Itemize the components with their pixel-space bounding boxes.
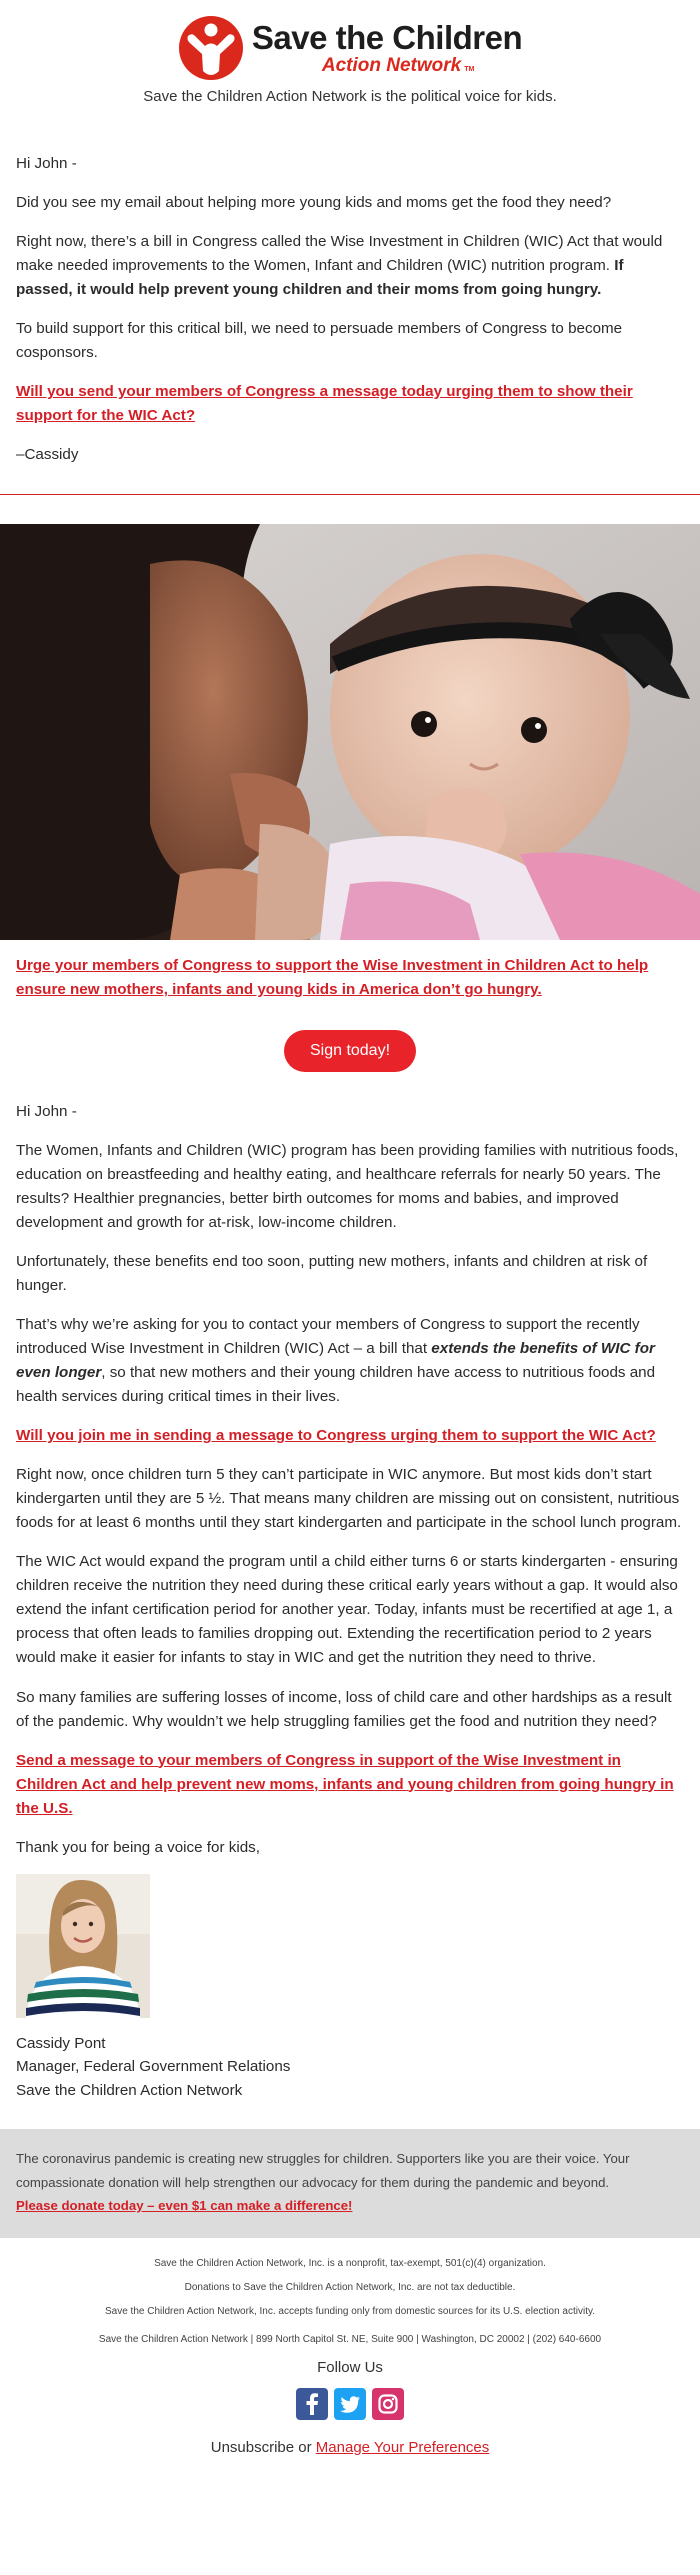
social-links	[0, 2388, 700, 2420]
mother-baby-photo	[0, 524, 700, 940]
hero-photo[interactable]	[0, 524, 700, 940]
body-paragraph-1: The Women, Infants and Children (WIC) program has been providing families with nutritious foods, education on breastfeeding and healthy eating, and healthcare referrals for nearly 50 years. The results? Healthier pregnancies, better birth outcomes for moms and babies, and improved development and growth for at-risk, low-income children.	[16, 1142, 679, 1232]
closing-line: Thank you for being a voice for kids,	[16, 1838, 260, 1856]
header	[0, 0, 700, 108]
signer-title: Manager, Federal Government Relations	[16, 2058, 291, 2076]
footer-disclaimer-2: Donations to Save the Children Action Network, Inc. are not tax deductible.	[184, 2281, 516, 2293]
brand-title: Save the Children	[251, 19, 523, 56]
intro-action-link[interactable]: Will you send your members of Congress a message today urging them to show their support for the WIC Act?	[16, 383, 633, 425]
unsubscribe-text[interactable]: Unsubscribe or	[210, 2438, 316, 2456]
intro-signoff: –Cassidy	[16, 446, 79, 464]
intro-paragraph-3: To build support for this critical bill, we need to persuade members of Congress to become cosponsors.	[16, 320, 623, 362]
sign-today-button[interactable]: Sign today!	[284, 1030, 416, 1072]
instagram-link[interactable]	[372, 2388, 404, 2420]
twitter-icon	[334, 2388, 366, 2420]
body-greeting: Hi John -	[16, 1103, 77, 1121]
footer-disclaimer-3: Save the Children Action Network, Inc. accepts funding only from domestic sources for its U.S. election activity.	[104, 2305, 596, 2317]
body-paragraph-2: Unfortunately, these benefits end too soon, putting new mothers, infants and children at risk of hunger.	[16, 1253, 648, 1295]
donate-box	[0, 2129, 700, 2238]
hero-caption-link[interactable]: Urge your members of Congress to support the Wise Investment in Children Act to help ensure new mothers, infants and young kids in America don’t go hungry.	[16, 957, 649, 999]
brand-tm: TM	[464, 66, 475, 73]
footer	[0, 2238, 700, 2459]
divider	[0, 494, 700, 495]
emphasis-text: extends the benefits of WIC for even longer	[16, 1340, 655, 1382]
intro-paragraph-1: Did you see my email about helping more young kids and moms get the food they need?	[16, 194, 612, 212]
footer-disclaimer-1: Save the Children Action Network, Inc. is a nonprofit, tax-exempt, 501(c)(4) organization.	[154, 2257, 546, 2269]
portrait-image	[16, 1874, 150, 2018]
signer-org: Save the Children Action Network	[16, 2081, 243, 2099]
instagram-icon	[372, 2388, 404, 2420]
body-paragraph-6: So many families are suffering losses of income, loss of child care and other hardships as a result of the pandemic. Why wouldn’t we help struggling families get the food and nutrition they need?	[16, 1688, 672, 1730]
facebook-link[interactable]	[296, 2388, 328, 2420]
body-section	[0, 1100, 700, 2102]
signer-name: Cassidy Pont	[16, 2034, 106, 2052]
body-paragraph-3: That’s why we’re asking for you to contact your members of Congress to support the recently introduced Wise Investment in Children (WIC) Act – a bill that extends the benefits of WIC for even longer, so that new mothers and their young children have access to nutritious foods and health services during critical times in their lives.	[16, 1316, 656, 1406]
logo-icon	[178, 15, 244, 81]
follow-heading: Follow Us	[317, 2358, 383, 2376]
intro-bold-text: If passed, it would help prevent young children and their moms from going hungry.	[16, 257, 624, 299]
intro-paragraph-2: Right now, there’s a bill in Congress called the Wise Investment in Children (WIC) Act that would make needed improvements to the Women, Infant and Children (WIC) nutrition program. If passed, it would help prevent young children and their moms from going hungry.	[16, 233, 663, 299]
intro-section	[0, 152, 700, 467]
footer-address: Save the Children Action Network | 899 North Capitol St. NE, Suite 900 | Washington, DC 20002 | (202) 640-6600	[98, 2333, 602, 2345]
body-paragraph-5: The WIC Act would expand the program until a child either turns 6 or starts kindergarten - ensuring children receive the nutrition they need during these critical early years without a gap. It would also extend the infant certification period for another year. Today, infants must be recertified at age 1, a process that often leads to families dropping out. Extending the recertification period to 2 years would make it easier for infants to stay in WIC and get the nutrition they need to thrive.	[16, 1553, 678, 1667]
brand-subtitle: Action Network TM	[321, 55, 475, 76]
join-message-link[interactable]: Will you join me in sending a message to Congress urging them to support the WIC Act?	[16, 1427, 656, 1445]
send-message-link[interactable]: Send a message to your members of Congress in support of the Wise Investment in Children Act and help prevent new moms, infants and young children from going hungry in the U.S.	[16, 1751, 674, 1817]
greeting: Hi John -	[16, 155, 77, 172]
brand-logo[interactable]	[0, 12, 700, 84]
unsubscribe-line	[0, 2436, 700, 2459]
donate-link[interactable]: Please donate today – even $1 can make a difference!	[16, 2198, 353, 2214]
tagline: Save the Children Action Network is the political voice for kids.	[143, 88, 557, 105]
facebook-icon	[296, 2388, 328, 2420]
donate-text: The coronavirus pandemic is creating new struggles for children. Supporters like you are their voice. Your compassionate donation will help strengthen our advocacy for them during the pandemic and beyond.	[16, 2151, 630, 2190]
twitter-link[interactable]	[334, 2388, 366, 2420]
body-paragraph-4: Right now, once children turn 5 they can’t participate in WIC anymore. But most kids don’t start kindergarten until they are 5 ½. That means many children are missing out on consistent, nutritious foods for at least 6 months until they start kindergarten and participate in the school lunch program.	[16, 1466, 682, 1532]
manage-preferences-link[interactable]: Manage Your Preferences	[315, 2438, 490, 2456]
signer-photo	[16, 1874, 150, 2018]
